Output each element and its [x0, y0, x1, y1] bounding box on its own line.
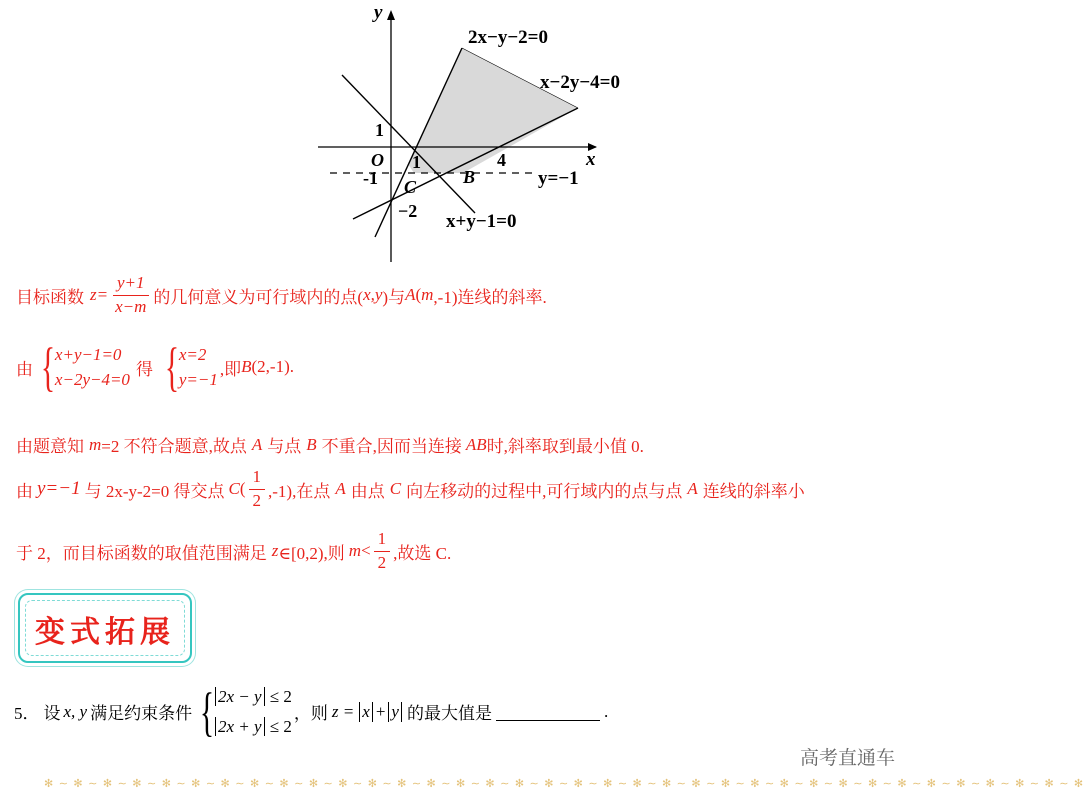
q5-plus: +: [375, 701, 386, 721]
p4-c2: C: [389, 479, 402, 499]
p1-point-a: A: [405, 285, 416, 305]
p4-c: C: [228, 479, 240, 499]
point-c-label: C: [404, 177, 417, 197]
p1-text-d: ,-1)连线的斜率.: [433, 287, 547, 307]
q5-constraint-1: [214, 682, 292, 712]
p2-eq1: x+y−1=0: [54, 344, 122, 364]
q5-constraint-2: [214, 712, 292, 742]
p1-fraction: [111, 274, 150, 316]
axis-y-label: y: [374, 2, 383, 23]
q5-brace: {: [199, 681, 215, 742]
tick-1-x: 1: [412, 152, 421, 172]
question-5: [14, 682, 608, 742]
line-label-x+y-1: x+y−1=0: [446, 211, 517, 232]
point-b-label: B: [463, 167, 476, 187]
p3-a: A: [251, 434, 263, 454]
p1-xy: x,y: [363, 285, 383, 305]
solution-line-3: [16, 432, 644, 457]
q5-text-c: ，则: [293, 704, 328, 724]
p4-a2: A: [687, 479, 698, 499]
p3-ab: AB: [465, 434, 487, 454]
q5-number: 5．: [14, 704, 40, 724]
p3-text-b: =2 不符合题意,故点: [101, 437, 247, 456]
p2-prefix: 由: [16, 359, 33, 379]
q5-vars: x, y: [63, 701, 88, 721]
feasible-region-graph: [0, 0, 943, 270]
tick-neg2-y: −2: [398, 201, 418, 221]
p5-z: z: [271, 541, 279, 561]
p2-text-a: ,即: [219, 359, 242, 379]
origin-label: O: [371, 150, 384, 170]
p1-text-b: )与: [382, 287, 406, 307]
p4-text-a: 由: [16, 481, 33, 501]
q5-c1-abs: 2x − y: [215, 687, 265, 706]
p4-frac-den: 2: [252, 490, 262, 510]
p4-paren: (: [239, 479, 246, 499]
q5-text-a: 设: [43, 704, 61, 724]
decorative-border: ✻ ∼ ✻ ∼ ✻ ∼ ✻ ∼ ✻ ∼ ✻ ∼ ✻ ∼ ✻ ∼ ✻ ∼ ✻ ∼ ✻ ∼ ✻ ∼ ✻ ∼ ✻ ∼ ✻ ∼ ✻ ∼ ✻ ∼ ✻ ∼ ✻ ∼ ✻ ∼ ✻ ∼ ✻ ∼ ✻ ∼ ✻ ∼ ✻ ∼ ✻ ∼ ✻ ∼ ✻ ∼ ✻ ∼ ✻ ∼ ✻ ∼ ✻ ∼ ✻ ∼ ✻ ∼ ✻ ∼ ✻: [44, 777, 1084, 790]
p1-text-c: (: [415, 285, 422, 305]
p5-lt: <: [361, 541, 371, 561]
solution-line-1: [16, 274, 547, 316]
tick-1-y: 1: [375, 120, 384, 140]
tick-neg1-x: -1: [363, 168, 378, 188]
p1-z-eq: z=: [90, 285, 109, 305]
p4-text-c: ,-1),在点: [268, 481, 331, 501]
p2-brace: {: [40, 337, 56, 397]
p4-fraction: [249, 468, 266, 510]
p4-frac-num: 1: [249, 468, 266, 490]
p3-text-e: 时,斜率取到最小值 0.: [486, 437, 644, 456]
p3-m: m: [89, 434, 102, 454]
solution-line-5: [16, 530, 451, 572]
tick-4-x: 4: [497, 150, 506, 170]
q5-constraints: [194, 682, 292, 742]
badge-label: 变式拓展: [35, 615, 175, 650]
q5-c1-tail: ≤ 2: [269, 687, 292, 706]
p2-system: [35, 337, 130, 397]
q5-text-d: 的最大值是: [406, 704, 492, 724]
p4-text-d: 由点: [350, 481, 385, 501]
y-axis-arrow: [387, 10, 395, 20]
q5-c2-tail: ≤ 2: [269, 716, 292, 736]
watermark: 高考直通车: [800, 747, 896, 769]
line-label-y-neg1: y=−1: [538, 168, 579, 189]
q5-abs-x: x: [359, 702, 373, 722]
q5-answer-blank[interactable]: [496, 702, 600, 721]
solution-line-2: [16, 337, 294, 397]
p4-text-e: 向左移动的过程中,可行域内的点与点: [406, 481, 683, 501]
p3-text-c: 与点: [267, 437, 302, 456]
p5-fraction: [374, 530, 391, 572]
p2-sol1: x=2: [178, 344, 207, 364]
p1-text-a: 的几何意义为可行域内的点(: [153, 287, 364, 307]
p1-m: m: [421, 285, 434, 305]
p2-eq2: x−2y−4=0: [54, 370, 130, 389]
p4-y-eq: y=−1: [37, 478, 81, 500]
q5-z-eq: z =: [331, 701, 355, 721]
p1-frac-num: y+1: [113, 274, 149, 296]
p2-mid: 得: [135, 359, 153, 379]
q5-c2-abs: 2x + y: [215, 717, 265, 736]
line-label-2x-y-2: 2x−y−2=0: [468, 27, 548, 48]
p2-brace-2: {: [164, 337, 180, 397]
p3-text-d: 不重合,因而当连接: [321, 437, 462, 456]
p4-a: A: [335, 479, 346, 499]
p5-text-b: ∈[0,2),则: [278, 543, 345, 563]
q5-text-b: 满足约束条件: [90, 704, 193, 724]
p5-text-a: 于 2，而目标函数的取值范围满足: [16, 543, 267, 563]
p5-frac-num: 1: [374, 530, 391, 552]
axis-x-label: x: [586, 149, 596, 170]
p2-sol2: y=−1: [178, 370, 218, 389]
variant-extension-badge: [18, 593, 192, 663]
solution-line-4: [16, 468, 805, 510]
p1-prefix: 目标函数: [16, 287, 84, 307]
p4-text-b: 与 2x-y-2=0 得交点: [84, 481, 225, 501]
p2-text-b: (2,-1).: [251, 357, 294, 376]
p4-text-f: 连线的斜率小: [702, 481, 805, 501]
p5-text-c: ,故选 C.: [393, 543, 452, 563]
q5-end: .: [603, 701, 609, 721]
p5-m: m: [348, 541, 362, 561]
p1-frac-den: x−m: [115, 296, 147, 316]
p3-text-a: 由题意知: [16, 437, 84, 456]
p2-solution: [159, 337, 218, 397]
q5-abs-y: y: [388, 702, 402, 722]
p3-b: B: [306, 434, 317, 454]
p5-frac-den: 2: [377, 552, 387, 572]
p2-point-b: B: [241, 357, 252, 376]
line-label-x-2y-4: x−2y−4=0: [540, 72, 620, 93]
